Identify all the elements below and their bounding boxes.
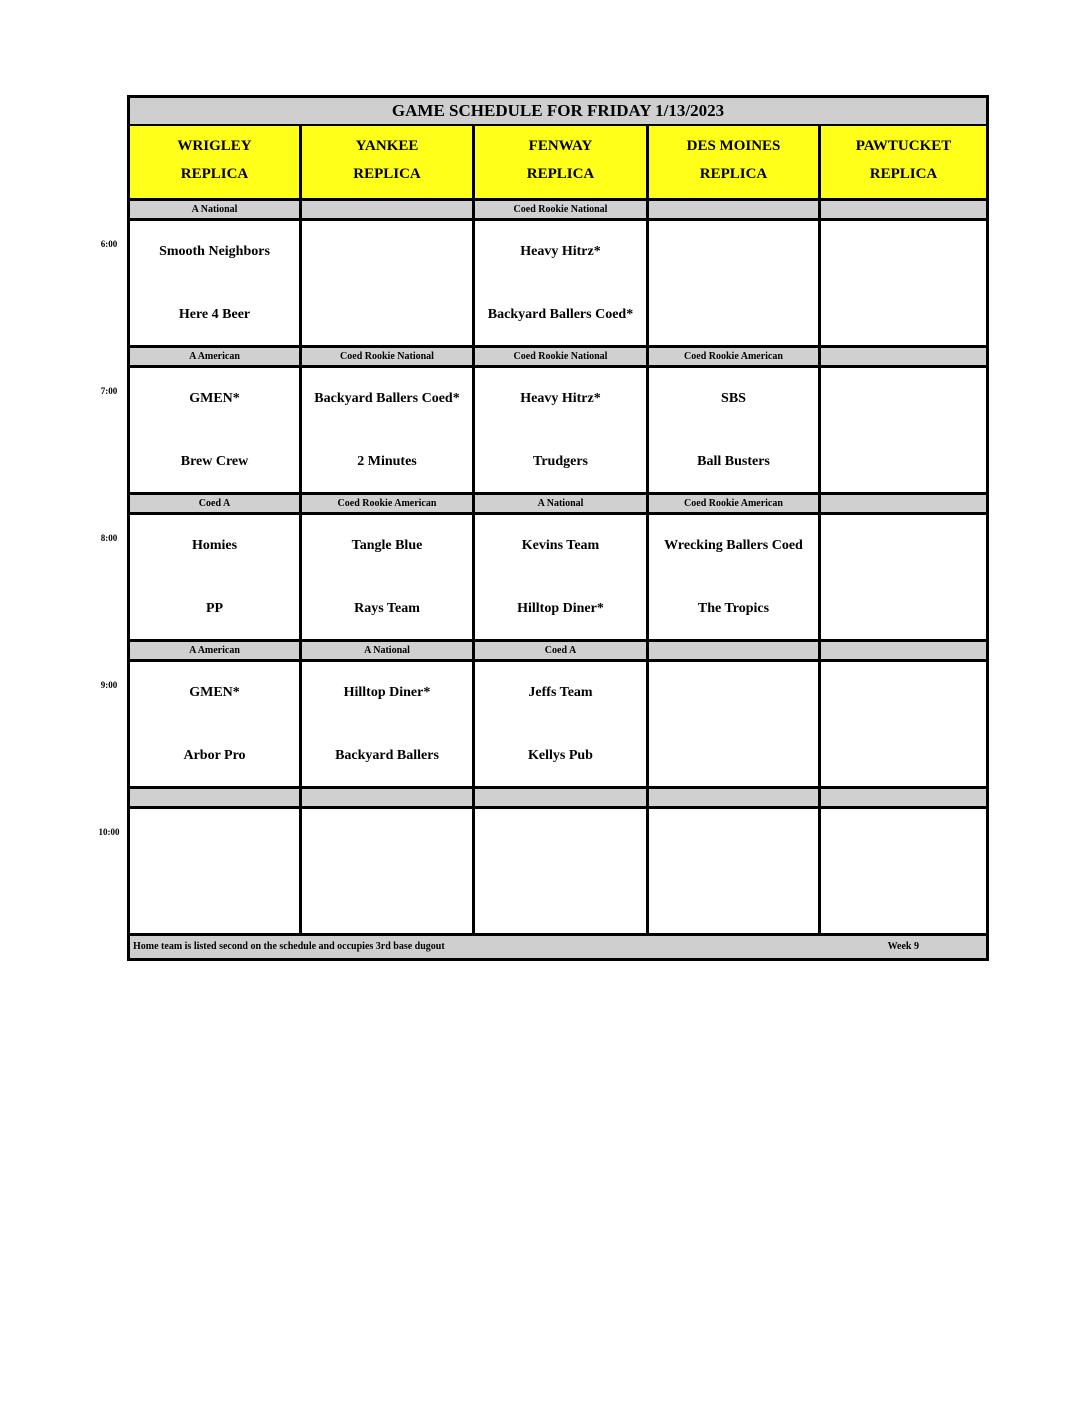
home-team: Rays Team <box>354 601 420 616</box>
division-label <box>821 348 986 365</box>
division-label <box>302 201 475 218</box>
game-cell <box>649 368 821 492</box>
game-row <box>130 221 986 348</box>
park-header <box>821 126 986 198</box>
park-name: WRIGLEY <box>177 138 252 154</box>
game-cell <box>302 662 475 786</box>
division-band <box>130 642 986 662</box>
park-header <box>649 126 821 198</box>
division-label: Coed Rookie American <box>649 348 821 365</box>
game-cell <box>302 368 475 492</box>
game-cell <box>821 515 986 639</box>
schedule-title: GAME SCHEDULE FOR FRIDAY 1/13/2023 <box>130 98 986 126</box>
game-cell <box>649 221 821 345</box>
game-cell <box>130 809 302 933</box>
park-name: DES MOINES <box>686 138 781 154</box>
division-label: A National <box>475 495 649 512</box>
park-subtitle: REPLICA <box>869 166 938 182</box>
away-team: Heavy Hitrz* <box>520 391 601 406</box>
away-team: GMEN* <box>189 685 240 700</box>
time-label: 9:00 <box>100 680 118 690</box>
division-label <box>821 789 986 806</box>
home-team-note: Home team is listed second on the schedule and occupies 3rd base dugout <box>133 941 445 952</box>
division-label <box>302 789 475 806</box>
division-label: A American <box>130 642 302 659</box>
game-cell <box>475 368 649 492</box>
game-row <box>130 809 986 936</box>
week-label: Week 9 <box>887 941 919 952</box>
division-label: A National <box>130 201 302 218</box>
game-cell <box>130 368 302 492</box>
division-label: Coed A <box>475 642 649 659</box>
away-team: Wrecking Ballers Coed <box>664 538 803 553</box>
away-team: Heavy Hitrz* <box>520 244 601 259</box>
division-label <box>649 642 821 659</box>
park-subtitle: REPLICA <box>353 166 421 182</box>
game-cell <box>821 809 986 933</box>
division-band <box>130 348 986 368</box>
away-team: GMEN* <box>189 391 240 406</box>
away-team: Kevins Team <box>521 538 600 553</box>
schedule-table <box>127 95 989 961</box>
game-cell <box>130 515 302 639</box>
division-label: Coed Rookie American <box>302 495 475 512</box>
game-row <box>130 662 986 789</box>
division-label <box>821 201 986 218</box>
away-team: Backyard Ballers Coed* <box>314 391 460 406</box>
home-team: Ball Busters <box>697 454 770 469</box>
time-label: 8:00 <box>100 533 118 543</box>
park-header <box>130 126 302 198</box>
time-slots <box>130 201 986 936</box>
park-name: YANKEE <box>355 138 419 154</box>
game-row <box>130 515 986 642</box>
game-cell <box>302 515 475 639</box>
game-cell <box>130 662 302 786</box>
game-cell <box>130 221 302 345</box>
home-team: Brew Crew <box>180 454 249 469</box>
footer-bar <box>130 936 986 958</box>
game-cell <box>475 662 649 786</box>
division-label <box>649 789 821 806</box>
game-cell <box>649 809 821 933</box>
game-cell <box>821 221 986 345</box>
game-cell <box>475 515 649 639</box>
game-cell <box>821 368 986 492</box>
division-label <box>649 201 821 218</box>
division-label: Coed A <box>130 495 302 512</box>
home-team: Backyard Ballers Coed* <box>487 307 634 322</box>
park-name: PAWTUCKET <box>855 138 952 154</box>
home-team: Backyard Ballers <box>335 748 439 763</box>
division-label <box>475 789 649 806</box>
home-team: Hilltop Diner* <box>517 601 604 616</box>
park-header <box>302 126 475 198</box>
park-name: FENWAY <box>528 138 593 154</box>
game-row <box>130 368 986 495</box>
game-cell <box>302 221 475 345</box>
division-label: Coed Rookie National <box>475 348 649 365</box>
park-subtitle: REPLICA <box>180 166 249 182</box>
park-header-row <box>130 126 986 201</box>
game-cell <box>821 662 986 786</box>
division-band <box>130 789 986 809</box>
division-label <box>130 789 302 806</box>
game-cell <box>649 662 821 786</box>
away-team: Smooth Neighbors <box>159 244 270 259</box>
park-header <box>475 126 649 198</box>
division-label: Coed Rookie National <box>302 348 475 365</box>
division-band <box>130 495 986 515</box>
away-team: SBS <box>721 391 746 406</box>
game-cell <box>302 809 475 933</box>
home-team: 2 Minutes <box>357 454 417 469</box>
home-team: The Tropics <box>697 601 770 616</box>
away-team: Tangle Blue <box>351 538 423 553</box>
home-team: PP <box>205 601 224 616</box>
away-team: Hilltop Diner* <box>343 685 431 700</box>
time-label: 7:00 <box>100 386 118 396</box>
park-subtitle: REPLICA <box>526 166 595 182</box>
home-team: Kellys Pub <box>528 748 593 763</box>
division-label: Coed Rookie National <box>475 201 649 218</box>
away-team: Jeffs Team <box>528 685 593 700</box>
game-cell <box>475 221 649 345</box>
division-label: A National <box>302 642 475 659</box>
division-band <box>130 201 986 221</box>
time-label: 10:00 <box>98 827 120 837</box>
game-cell <box>475 809 649 933</box>
park-subtitle: REPLICA <box>699 166 768 182</box>
division-label <box>821 495 986 512</box>
time-label: 6:00 <box>100 239 118 249</box>
away-team: Homies <box>191 538 238 553</box>
home-team: Trudgers <box>533 454 588 469</box>
home-team: Arbor Pro <box>183 748 246 763</box>
game-cell <box>649 515 821 639</box>
division-label <box>821 642 986 659</box>
division-label: A American <box>130 348 302 365</box>
division-label: Coed Rookie American <box>649 495 821 512</box>
home-team: Here 4 Beer <box>178 307 251 322</box>
